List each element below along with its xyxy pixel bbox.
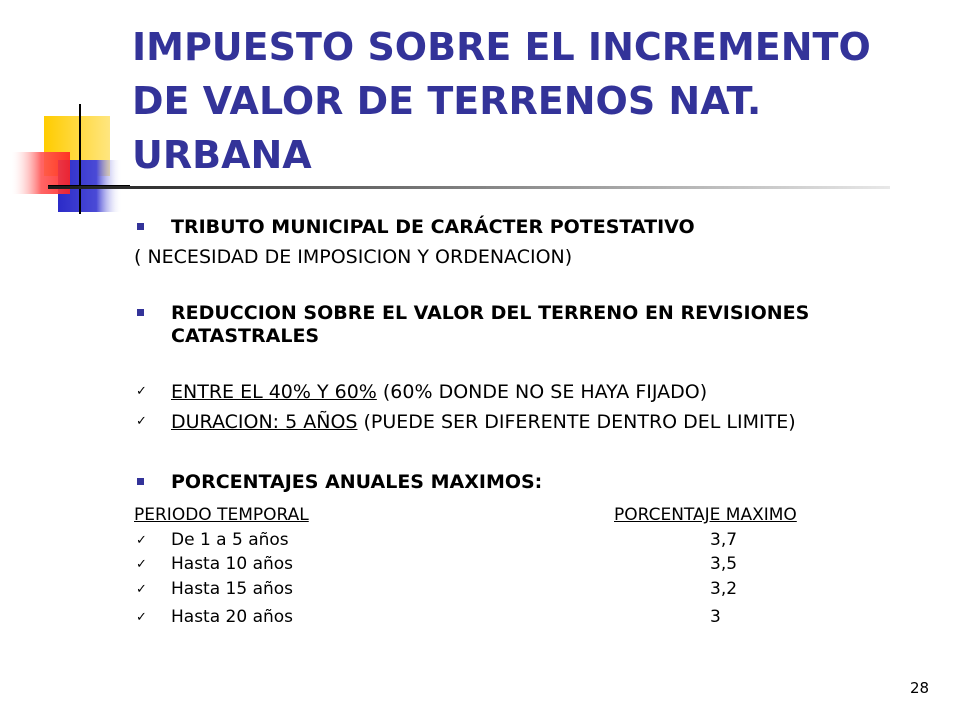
- square-bullet-icon: [137, 478, 144, 485]
- reduccion-item-rest: (60% DONDE NO SE HAYA FIJADO): [376, 381, 708, 403]
- reduccion-item: [171, 410, 796, 434]
- table-row-value: 3,7: [710, 530, 738, 550]
- square-bullet-icon: [137, 223, 144, 230]
- reduccion-heading-line1: REDUCCION SOBRE EL VALOR DEL TERRENO EN REVISIONES: [171, 302, 810, 324]
- reduccion-item-rest: (PUEDE SER DIFERENTE DENTRO DEL LIMITE): [357, 411, 796, 433]
- reduccion-item-underlined: ENTRE EL 40% Y 60%: [171, 381, 377, 403]
- slide-title: IMPUESTO SOBRE EL INCREMENTO DE VALOR DE TERRENOS NAT. URBANA: [132, 25, 871, 177]
- table-row-value: 3,2: [710, 579, 738, 599]
- check-icon: ✓: [136, 384, 147, 399]
- table-row-value: 3: [710, 607, 721, 627]
- table-row-period: Hasta 15 años: [171, 579, 294, 599]
- decorative-squares-graphic: [0, 0, 140, 230]
- porcentajes-heading: PORCENTAJES ANUALES MAXIMOS:: [171, 471, 543, 493]
- col-header-max: PORCENTAJE MAXIMO: [614, 505, 797, 525]
- check-icon: ✓: [136, 582, 147, 597]
- page-number: 28: [910, 679, 930, 697]
- table-row-period: De 1 a 5 años: [171, 530, 289, 550]
- col-header-period: PERIODO TEMPORAL: [134, 505, 309, 525]
- tributo-heading: TRIBUTO MUNICIPAL DE CARÁCTER POTESTATIVO: [171, 216, 695, 238]
- tributo-note: ( NECESIDAD DE IMPOSICION Y ORDENACION): [134, 246, 573, 268]
- table-row-period: Hasta 10 años: [171, 554, 294, 574]
- title-underline: [48, 186, 890, 189]
- table-row-period: Hasta 20 años: [171, 607, 294, 627]
- check-icon: ✓: [136, 533, 147, 548]
- reduccion-heading-line2: CATASTRALES: [171, 325, 320, 347]
- check-icon: ✓: [136, 414, 147, 429]
- square-bullet-icon: [137, 309, 144, 316]
- table-row-value: 3,5: [710, 554, 738, 574]
- check-icon: ✓: [136, 610, 147, 625]
- reduccion-item-underlined: DURACION: 5 AÑOS: [171, 411, 358, 433]
- check-icon: ✓: [136, 557, 147, 572]
- reduccion-item: [171, 380, 707, 404]
